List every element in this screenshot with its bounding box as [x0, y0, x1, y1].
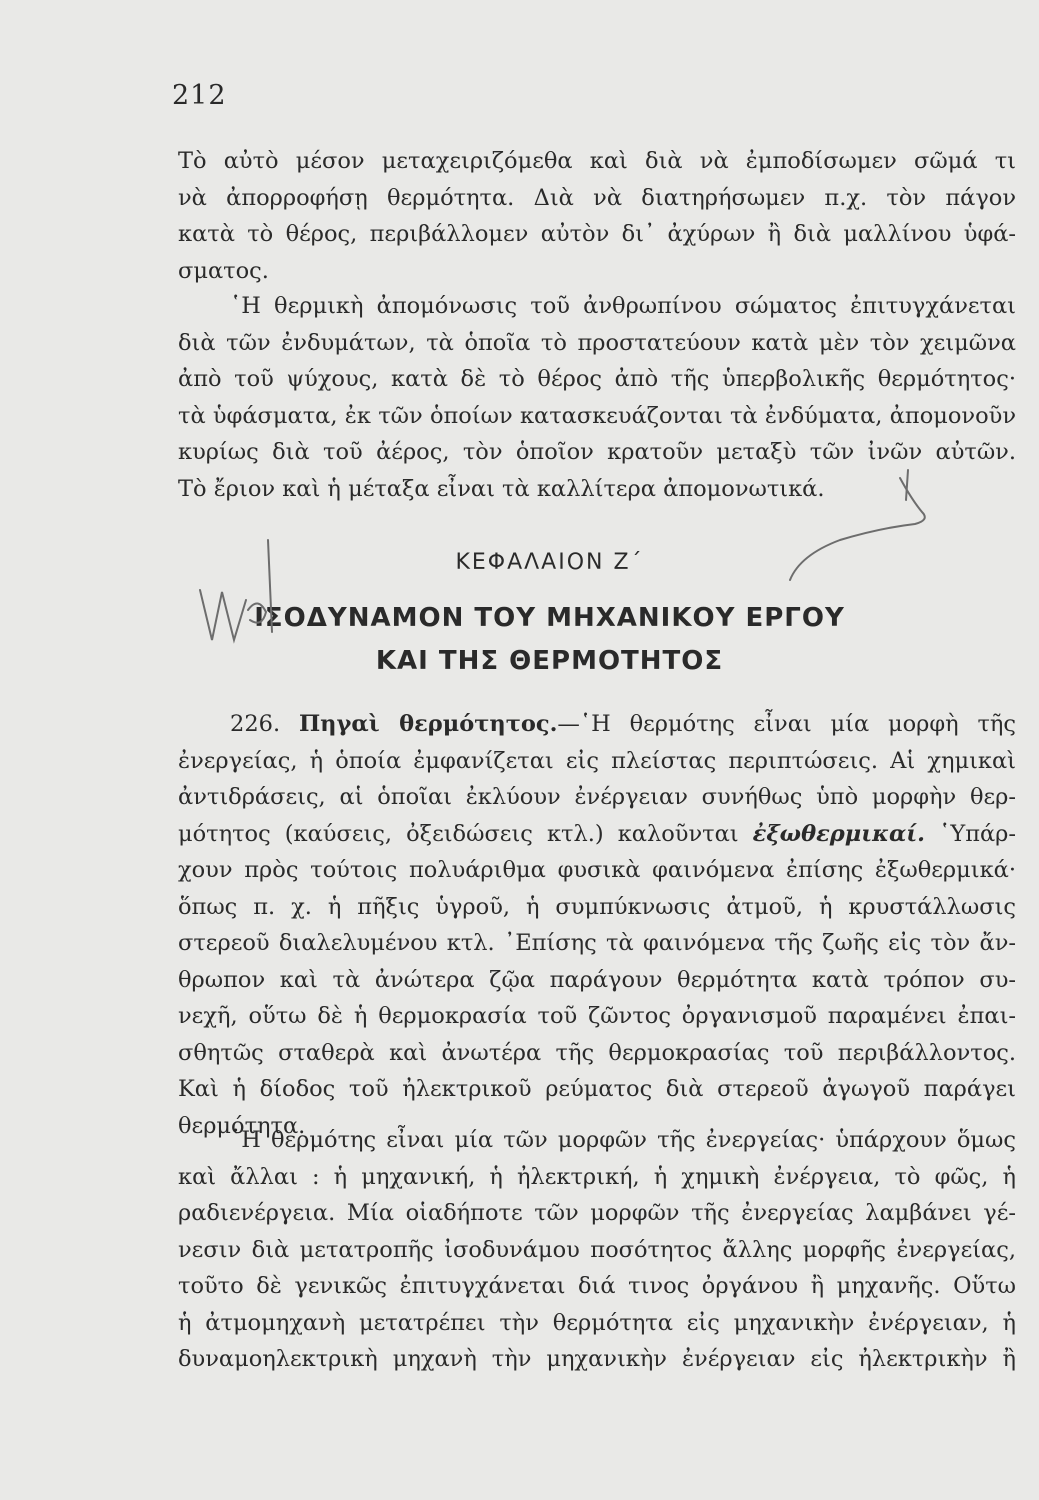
emphasized-term: ἐξωθερμικαί. — [752, 820, 926, 847]
text-fragment: ῾Υπάρ- — [939, 820, 1017, 847]
text-line: ἀντιδράσεις, αἱ ὁποῖαι ἐκλύουν ἐνέργειαν συνήθως ὑπὸ μορφὴν θερ- — [178, 784, 1016, 810]
paragraph-1 — [178, 143, 1016, 289]
text-line: ραδιενέργεια. Μία οἱαδήποτε τῶν μορφῶν τῆς ἐνεργείας λαμβάνει γέ- — [178, 1200, 1016, 1226]
text-line: νεχῆ, οὕτω δὲ ἡ θερμοκρασία τοῦ ζῶντος ὀργανισμοῦ παραμένει ἐπαι- — [178, 1003, 1016, 1029]
chapter-label: ΚΕΦΑΛΑΙΟΝ Ζ΄ — [455, 550, 644, 575]
text-line: θερμότητα. — [178, 1112, 306, 1139]
text-line: σθητῶς σταθερὰ καὶ ἀνωτέρα τῆς θερμοκρασίας τοῦ περιβάλλοντος. — [178, 1039, 1016, 1066]
text-line: ῾Η θερμότης εἶναι μία τῶν μορφῶν τῆς ἐνεργείας· ὑπάρχουν ὅμως — [230, 1127, 1016, 1153]
text-line: κατὰ τὸ θέρος, περιβάλλομεν αὐτὸν δι᾿ ἀχύρων ἢ διὰ μαλλίνου ὑφά- — [178, 221, 1016, 247]
section-226 — [178, 706, 1016, 1144]
text-line: Καὶ ἡ δίοδος τοῦ ἠλεκτρικοῦ ρεύματος διὰ στερεοῦ ἀγωγοῦ παράγει — [178, 1076, 1016, 1102]
section-number: 226. — [230, 711, 281, 737]
text-line: διὰ τῶν ἐνδυμάτων, τὰ ὁποῖα τὸ προστατεύουν κατὰ μὲν τὸν χειμῶνα — [178, 329, 1016, 356]
text-line: νὰ ἀπορροφήσῃ θερμότητα. Διὰ νὰ διατηρήσωμεν π.χ. τὸν πάγον — [178, 184, 1016, 211]
page-number: 212 — [172, 80, 227, 111]
text-line: ἀπὸ τοῦ ψύχους, κατὰ δὲ τὸ θέρος ἀπὸ τῆς ὑπερβολικῆς θερμότητος· — [178, 366, 1016, 392]
text-line-with-term — [178, 816, 1016, 853]
text-line: Τὸ αὐτὸ μέσον μεταχειριζόμεθα καὶ διὰ νὰ ἐμποδίσωμεν σῶμά τι — [178, 148, 1016, 174]
text-line: θρωπον καὶ τὰ ἀνώτερα ζῷα παράγουν θερμότητα κατὰ τρόπον συ- — [178, 966, 1016, 993]
text-line: ἐνεργείας, ἡ ὁποία ἐμφανίζεται εἰς πλείστας περιπτώσεις. Αἱ χημικαὶ — [178, 747, 1016, 774]
text-line: ἡ ἀτμομηχανὴ μετατρέπει τὴν θερμότητα εἰς μηχανικὴν ἐνέργειαν, ἡ — [178, 1309, 1016, 1336]
text-line: τοῦτο δὲ γενικῶς ἐπιτυγχάνεται διά τινος ὀργάνου ἢ μηχανῆς. Οὕτω — [178, 1273, 1016, 1299]
section-first-line-text: —῾Η θερμότης εἶναι μία μορφὴ τῆς — [557, 711, 1016, 737]
section-heading: Πηγαὶ θερμότητος. — [298, 711, 558, 737]
text-line: κυρίως διὰ τοῦ ἀέρος, τὸν ὁποῖον κρατοῦν μεταξὺ τῶν ἰνῶν αὐτῶν. — [178, 439, 1016, 465]
paragraph-2 — [178, 288, 1016, 507]
paragraph-4 — [178, 1122, 1016, 1378]
text-line: δυναμοηλεκτρικὴ μηχανὴ τὴν μηχανικὴν ἐνέργειαν εἰς ἠλεκτρικὴν ἢ — [178, 1346, 1016, 1372]
text-line: ὅπως π. χ. ἡ πῆξις ὑγροῦ, ἡ συμπύκνωσις ἀτμοῦ, ἡ κρυστάλλωσις — [178, 893, 1016, 920]
text-line: χουν πρὸς τούτοις πολυάριθμα φυσικὰ φαινόμενα ἐπίσης ἐξωθερμικά· — [178, 857, 1016, 883]
text-line: Τὸ ἔριον καὶ ἡ μέταξα εἶναι τὰ καλλίτερα ἀπομονωτικά. — [178, 475, 825, 502]
text-line: στερεοῦ διαλελυμένου κτλ. ᾿Επίσης τὰ φαινόμενα τῆς ζωῆς εἰς τὸν ἄν- — [178, 930, 1016, 956]
text-line: σματος. — [178, 257, 269, 284]
chapter-title-line-1: ΙΣΟΔΥΝΑΜΟΝ ΤΟΥ ΜΗΧΑΝΙΚΟΥ ΕΡΓΟΥ — [254, 603, 845, 633]
text-line: τὰ ὑφάσματα, ἐκ τῶν ὁποίων κατασκευάζονται τὰ ἐνδύματα, ἀπομονοῦν — [178, 402, 1016, 429]
text-line: ῾Η θερμικὴ ἀπομόνωσις τοῦ ἀνθρωπίνου σώματος ἐπιτυγχάνεται — [230, 293, 1016, 319]
text-line: νεσιν διὰ μετατροπῆς ἰσοδυνάμου ποσότητος ἄλλης μορφῆς ἐνεργείας, — [178, 1236, 1016, 1263]
section-first-line — [178, 706, 1016, 743]
text-fragment: μότητος (καύσεις, ὀξειδώσεις κτλ.) καλοῦνται — [178, 820, 739, 847]
chapter-title-line-2: ΚΑΙ ΤΗΣ ΘΕΡΜΟΤΗΤΟΣ — [375, 646, 724, 676]
text-line: καὶ ἄλλαι : ἡ μηχανική, ἡ ἠλεκτρική, ἡ χημικὴ ἐνέργεια, τὸ φῶς, ἡ — [178, 1163, 1016, 1190]
